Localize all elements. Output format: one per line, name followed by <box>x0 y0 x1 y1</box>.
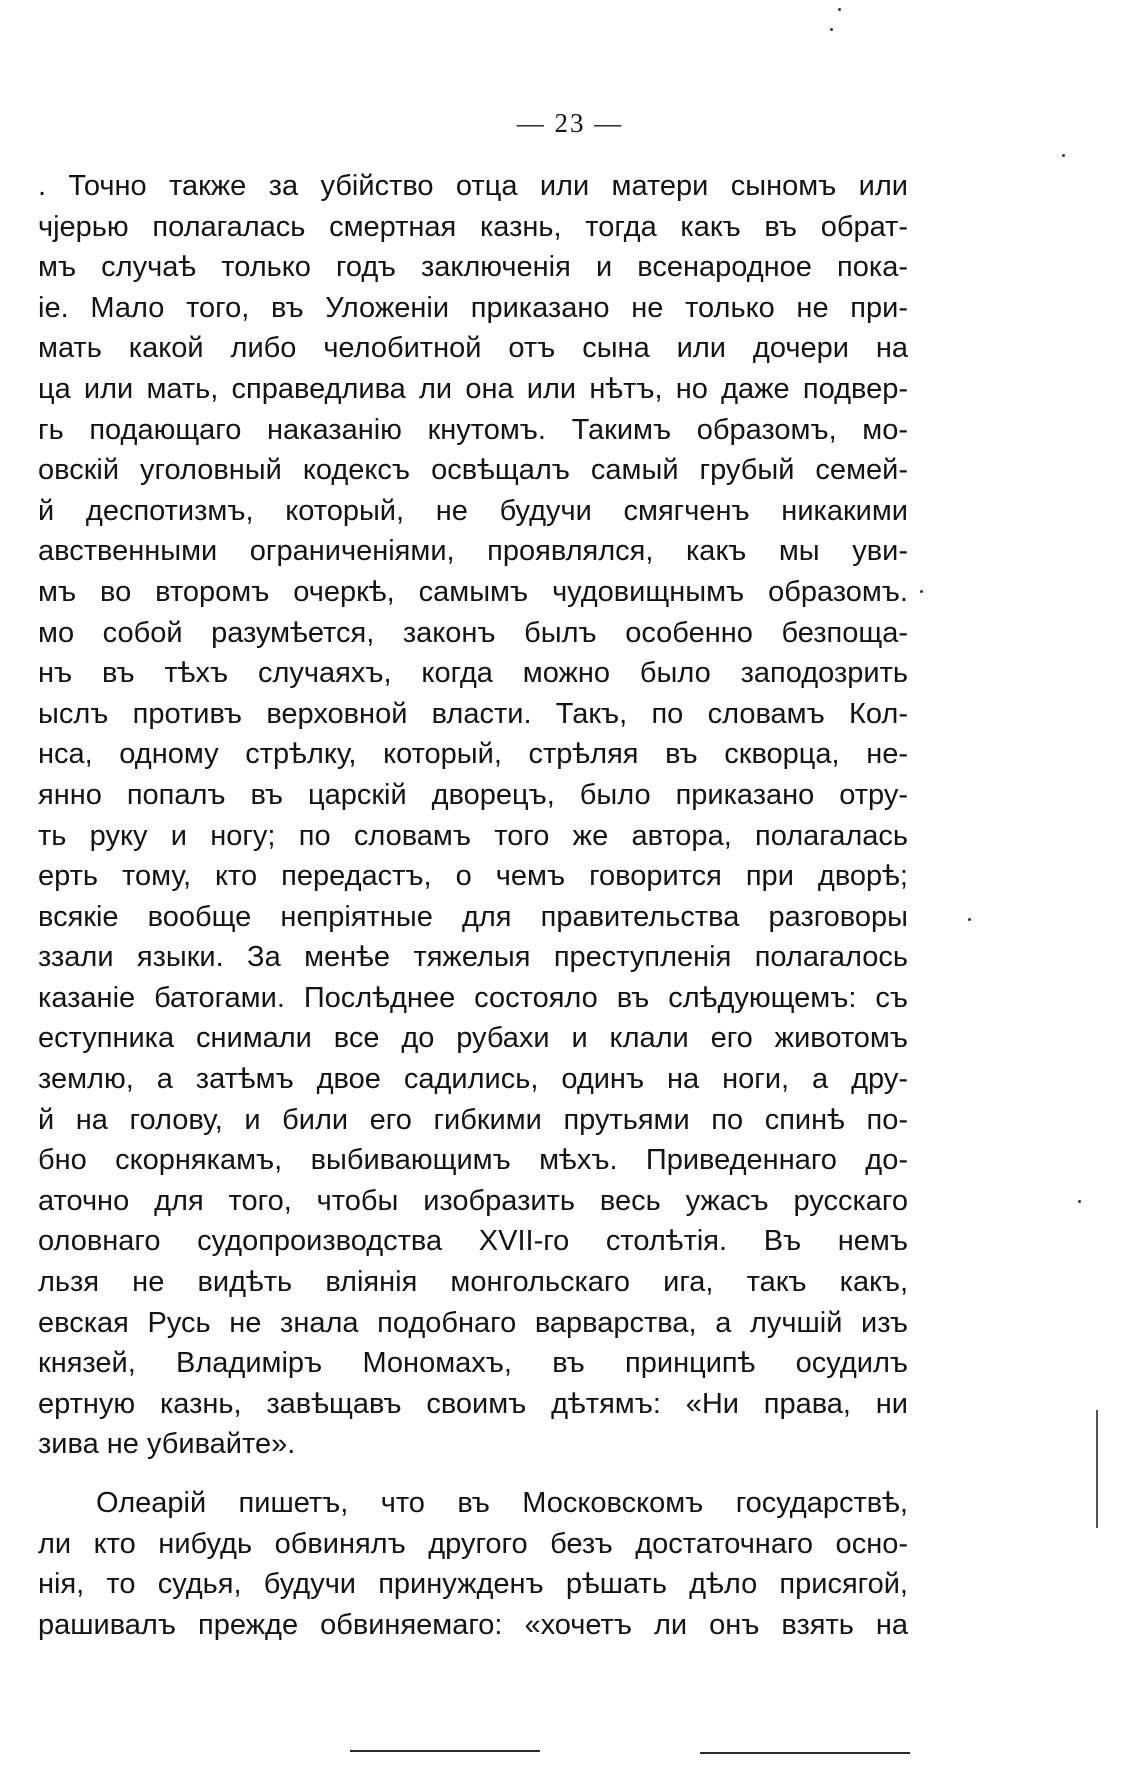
text-line: нъ въ тѣхъ случаяхъ, когда можно было заподозрить <box>38 657 908 690</box>
text-line: ли кто нибудь обвинялъ другого безъ достаточнаго осно- <box>38 1527 908 1560</box>
text-line: землю, а затѣмъ двое садились, одинъ на ноги, а дру- <box>38 1063 908 1096</box>
text-line: аточно для того, чтобы изобразить весь ужасъ русскаго <box>38 1184 908 1217</box>
text-line: евская Русь не знала подобнаго варварства, а лучшій изъ <box>38 1306 908 1339</box>
text-line: ертную казнь, завѣщавъ своимъ дѣтямъ: «Ни права, ни <box>38 1387 908 1420</box>
text-line: янно попалъ въ царскій дворецъ, было приказано отру- <box>38 778 908 811</box>
text-line: авственными ограниченіями, проявлялся, какъ мы уви- <box>38 535 908 568</box>
paragraph-1 <box>38 166 908 1465</box>
text-line: льзя не видѣть вліянія монгольскаго ига, такъ какъ, <box>38 1266 908 1299</box>
text-line: князей, Владиміръ Мономахъ, въ принципѣ осудилъ <box>38 1347 908 1380</box>
text-line: ца или мать, справедлива ли она или нѣтъ, но даже подвер- <box>38 372 908 405</box>
scan-speck <box>968 918 971 921</box>
text-line: овскій уголовный кодексъ освѣщалъ самый грубый семей- <box>38 454 908 487</box>
scan-speck <box>920 590 923 593</box>
text-line: іе. Мало того, въ Уложеніи приказано не только не при- <box>38 291 908 324</box>
text-line: казаніе батогами. Послѣднее состояло въ слѣдующемъ: съ <box>38 981 908 1014</box>
text-line: бно скорнякамъ, выбивающимъ мѣхъ. Приведеннаго до- <box>38 1144 908 1177</box>
text-line: мать какой либо челобитной отъ сына или дочери на <box>38 332 908 365</box>
text-line: чјерью полагалась смертная казнь, тогда какъ въ обрат- <box>38 210 908 243</box>
text-line: й на голову, и били его гибкими прутьями по спинѣ по- <box>38 1103 908 1136</box>
text-line: зива не убивайте». <box>38 1428 296 1461</box>
scan-speck <box>1062 154 1065 157</box>
text-line: Олеарій пишетъ, что въ Московскомъ государствѣ, <box>96 1487 908 1519</box>
page-number: — 23 — <box>516 108 624 138</box>
text-line: ыслъ противъ верховной власти. Такъ, по словамъ Кол- <box>38 697 908 730</box>
scan-bottom-rule <box>700 1752 910 1754</box>
scan-speck <box>830 28 833 31</box>
text-line: ерть тому, кто передастъ, о чемъ говорится при дворѣ; <box>38 860 908 893</box>
scan-speck <box>838 8 841 11</box>
scan-speck <box>1078 1200 1081 1203</box>
text-line: оловнаго судопроизводства XVII-го столѣтія. Въ немъ <box>38 1225 908 1258</box>
text-line: гь подающаго наказанію кнутомъ. Такимъ образомъ, мо- <box>38 413 908 446</box>
scan-edge-line <box>1096 1410 1098 1528</box>
paragraph-gap <box>38 1465 908 1483</box>
text-line: рашивалъ прежде обвиняемаго: «хочетъ ли онъ взять на <box>38 1608 908 1641</box>
body-text <box>38 166 908 1645</box>
text-line: нія, то судья, будучи принужденъ рѣшать дѣло присягой, <box>38 1568 908 1601</box>
text-line: еступника снимали все до рубахи и клали его животомъ <box>38 1022 908 1055</box>
text-line: мъ во второмъ очеркѣ, самымъ чудовищнымъ образомъ. <box>38 575 908 608</box>
text-line: мъ случаѣ только годъ заключенія и всенародное пока- <box>38 251 908 284</box>
text-line: ззали языки. За менѣе тяжелыя преступленія полагалось <box>38 941 908 974</box>
text-line: . Точно также за убійство отца или матери сыномъ или <box>38 170 908 202</box>
text-line: всякіе вообще непріятные для правительства разговоры <box>38 900 908 933</box>
text-line: мо собой разумѣется, законъ былъ особенно безпоща- <box>38 616 908 649</box>
paragraph-2 <box>38 1483 908 1645</box>
text-line: нса, одному стрѣлку, который, стрѣляя въ скворца, не- <box>38 738 908 771</box>
scan-bottom-rule <box>350 1750 540 1752</box>
text-line: ть руку и ногу; по словамъ того же автора, полагалась <box>38 819 908 852</box>
text-line: й деспотизмъ, который, не будучи смягченъ никакими <box>38 494 908 527</box>
